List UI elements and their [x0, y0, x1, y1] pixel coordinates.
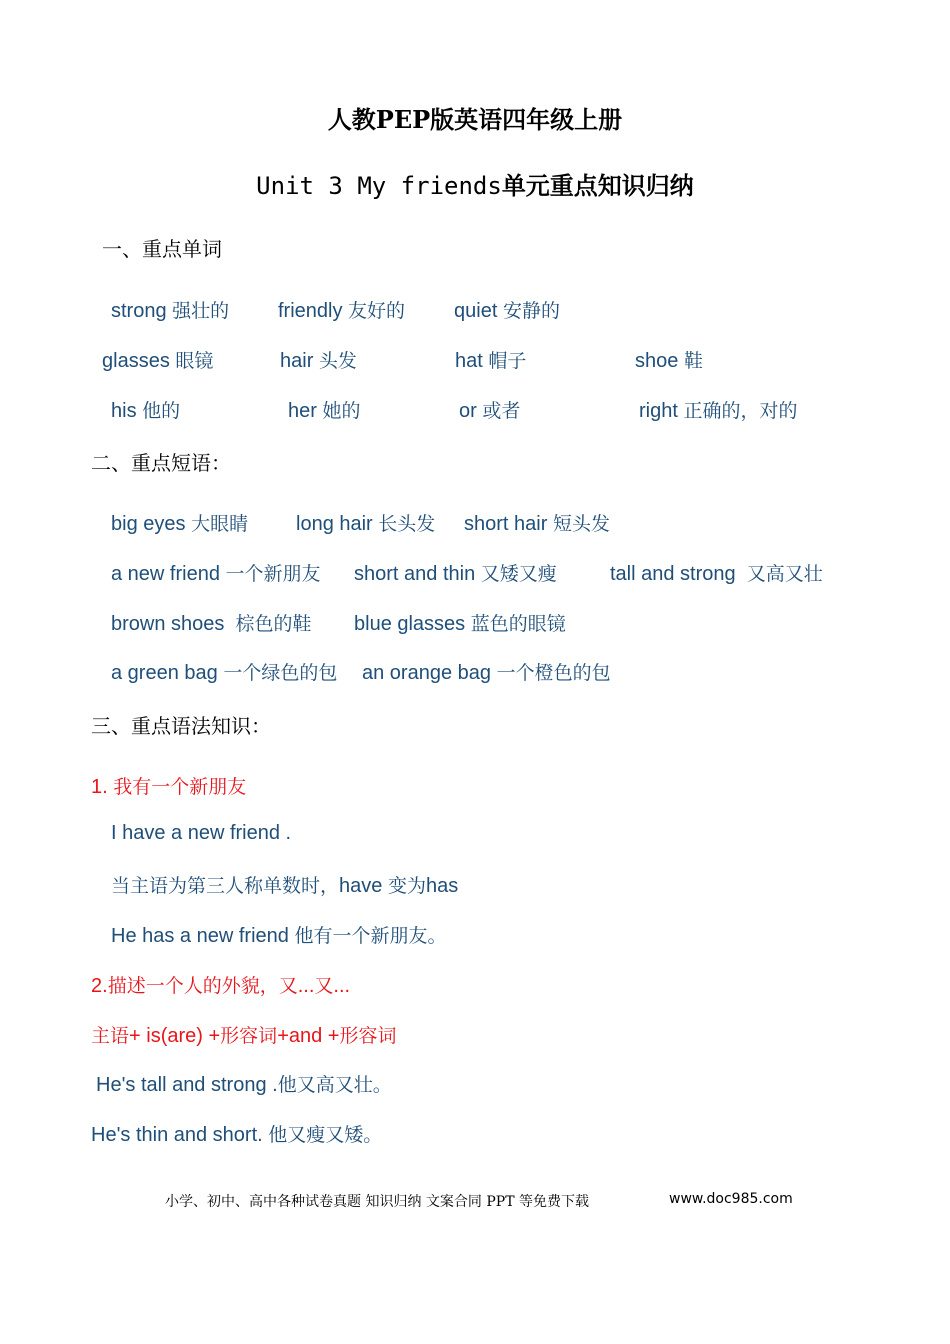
page-title: 人教PEP版英语四年级上册 [327, 105, 623, 134]
section3-heading: 三、重点语法知识： [91, 714, 271, 738]
phrase-item: short hair 短头发 [464, 513, 610, 535]
word-item: or 或者 [459, 400, 521, 422]
footer-url[interactable]: www.doc985.com [669, 1191, 793, 1207]
grammar-formula: 主语+ is(are) +形容词+and +形容词 [91, 1025, 397, 1047]
subtitle-cn: 单元重点知识归纳 [501, 171, 694, 200]
word-item: friendly 友好的 [278, 300, 406, 322]
word-item: right 正确的，对的 [639, 400, 798, 422]
section1-heading: 一、重点单词 [102, 237, 222, 261]
word-item: his 他的 [111, 400, 181, 422]
phrase-item: blue glasses 蓝色的眼镜 [354, 613, 566, 635]
word-item: shoe 鞋 [635, 350, 703, 372]
page-subtitle [0, 166, 950, 201]
footer-text: 小学、初中、高中各种试卷真题 知识归纳 文案合同 PPT 等免费下载 [165, 1194, 589, 1210]
phrase-item: a green bag 一个绿色的包 [111, 662, 338, 684]
word-item: glasses 眼镜 [102, 350, 214, 372]
word-item: her 她的 [288, 400, 361, 422]
phrase-item: short and thin 又矮又瘦 [354, 563, 557, 585]
word-item: strong 强壮的 [111, 300, 230, 322]
phrase-item: big eyes 大眼睛 [111, 513, 249, 535]
subtitle-unit: Unit 3 My friends [256, 172, 502, 200]
phrase-item: long hair 长头发 [296, 513, 436, 535]
grammar-example: I have a new friend . [111, 822, 292, 844]
word-item: hat 帽子 [455, 350, 527, 372]
phrase-item: tall and strong 又高又壮 [610, 563, 823, 585]
grammar-example: He's thin and short. 他又瘦又矮。 [91, 1124, 383, 1146]
grammar-example: He's tall and strong .他又高又壮。 [96, 1074, 392, 1096]
section2-heading: 二、重点短语： [91, 451, 231, 475]
phrase-item: a new friend 一个新朋友 [111, 563, 321, 585]
grammar-point-1-title: 1. 我有一个新朋友 [91, 776, 247, 798]
phrase-item: brown shoes 棕色的鞋 [111, 613, 312, 635]
grammar-point-2-title: 2.描述一个人的外貌，又...又... [91, 975, 351, 997]
word-item: hair 头发 [280, 350, 357, 372]
grammar-example: He has a new friend 他有一个新朋友。 [111, 925, 447, 947]
page-footer [165, 1191, 589, 1211]
word-item: quiet 安静的 [454, 300, 560, 322]
grammar-rule: 当主语为第三人称单数时，have 变为has [111, 875, 459, 897]
phrase-item: an orange bag 一个橙色的包 [362, 662, 611, 684]
